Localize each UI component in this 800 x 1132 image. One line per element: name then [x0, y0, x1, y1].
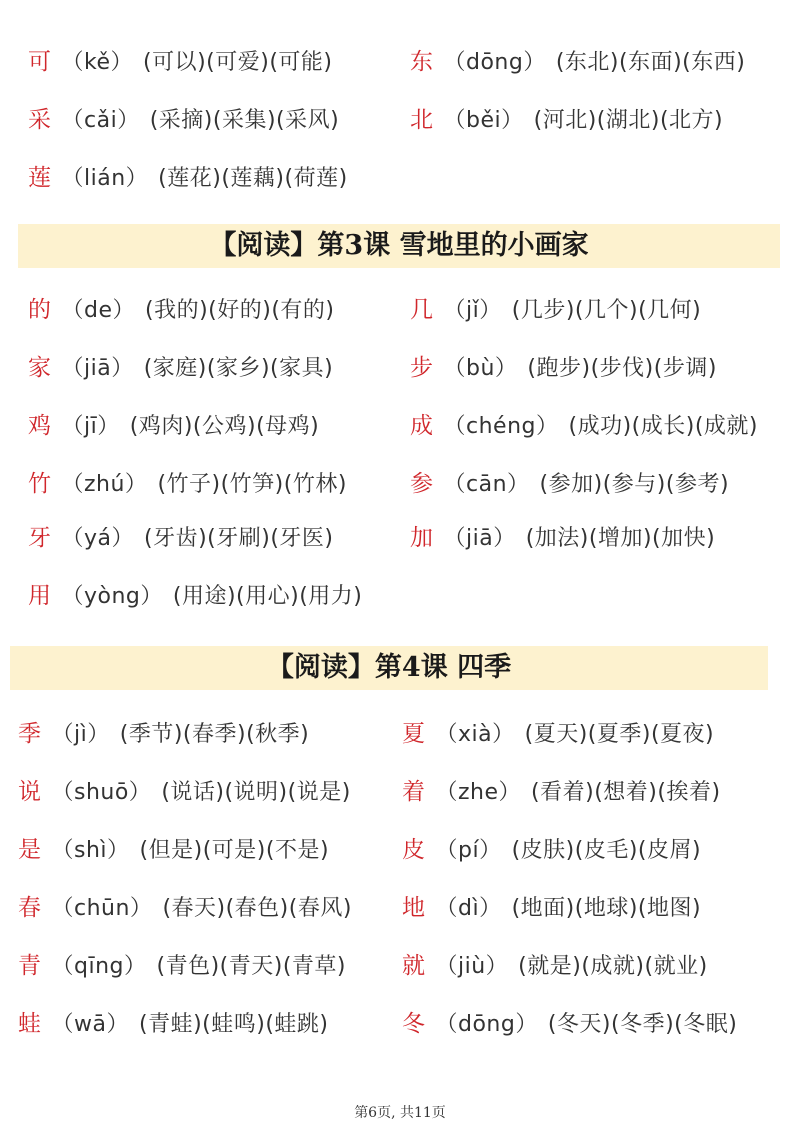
word-list: (季节)(春季)(秋季) — [119, 722, 310, 747]
entry-left — [18, 888, 352, 928]
character: 牙 — [28, 525, 52, 551]
character: 鸡 — [28, 413, 52, 439]
pinyin: （lián） — [61, 166, 149, 191]
character: 参 — [410, 471, 434, 497]
entry-left — [28, 464, 347, 504]
entry-right — [402, 830, 701, 870]
character: 冬 — [402, 1011, 426, 1037]
character: 皮 — [402, 837, 426, 863]
word-list: (东北)(东面)(东西) — [555, 50, 746, 75]
pinyin: （shì） — [51, 838, 130, 863]
pinyin: （jiā） — [61, 356, 134, 381]
character: 春 — [18, 895, 42, 921]
pinyin: （chūn） — [51, 896, 153, 921]
word-list: (但是)(可是)(不是) — [139, 838, 330, 863]
entry-right — [402, 772, 721, 812]
entry-right — [402, 714, 714, 754]
entry-right — [402, 1004, 737, 1044]
entry-left — [28, 158, 348, 198]
character: 地 — [402, 895, 426, 921]
pinyin: （kě） — [61, 50, 133, 75]
entry-left — [28, 406, 319, 446]
word-list: (成功)(成长)(成就) — [568, 414, 758, 439]
entry-left — [18, 772, 351, 812]
entry-right — [402, 946, 708, 986]
character: 东 — [410, 49, 434, 75]
word-list: (几步)(几个)(几何) — [511, 298, 702, 323]
character: 可 — [28, 49, 52, 75]
character: 采 — [28, 107, 52, 133]
word-list: (青色)(青天)(青草) — [156, 954, 346, 979]
word-list: (地面)(地球)(地图) — [511, 896, 702, 921]
lesson-3-heading: 【阅读】第3课 雪地里的小画家 — [18, 224, 780, 268]
character: 蛙 — [18, 1011, 42, 1037]
character: 几 — [410, 297, 434, 323]
word-list: (夏天)(夏季)(夏夜) — [524, 722, 715, 747]
word-list: (就是)(成就)(就业) — [518, 954, 708, 979]
word-list: (春天)(春色)(春风) — [162, 896, 352, 921]
word-list: (河北)(湖北)(北方) — [533, 108, 724, 133]
pinyin: （jiā） — [443, 526, 516, 551]
page-number: 第6页, 共11页 — [354, 1105, 446, 1121]
pinyin: （jì） — [51, 722, 110, 747]
entry-left — [18, 1004, 328, 1044]
entry-left — [28, 348, 333, 388]
entry-right — [410, 42, 745, 82]
word-list: (跑步)(步伐)(步调) — [527, 356, 717, 381]
character: 说 — [18, 779, 42, 805]
character: 夏 — [402, 721, 426, 747]
word-list: (加法)(增加)(加快) — [525, 526, 716, 551]
pinyin: （shuō） — [51, 780, 152, 805]
pinyin: （xià） — [435, 722, 515, 747]
word-list: (青蛙)(蛙鸣)(蛙跳) — [138, 1012, 329, 1037]
pinyin: （dì） — [435, 896, 502, 921]
character: 步 — [410, 355, 434, 381]
entry-left — [18, 714, 309, 754]
character: 竹 — [28, 471, 52, 497]
entry-right — [410, 464, 729, 504]
word-list: (采摘)(采集)(采风) — [149, 108, 340, 133]
word-list: (莲花)(莲藕)(荷莲) — [158, 166, 348, 191]
entry-right — [410, 518, 715, 558]
character: 着 — [402, 779, 426, 805]
character: 青 — [18, 953, 42, 979]
pinyin: （dōng） — [435, 1012, 538, 1037]
pinyin: （cān） — [443, 472, 530, 497]
pinyin: （bù） — [443, 356, 518, 381]
entry-left — [28, 290, 335, 330]
lesson-4-heading: 【阅读】第4课 四季 — [10, 646, 768, 690]
word-list: (冬天)(冬季)(冬眠) — [547, 1012, 738, 1037]
pinyin: （zhe） — [435, 780, 522, 805]
character: 季 — [18, 721, 42, 747]
word-list: (参加)(参与)(参考) — [539, 472, 730, 497]
word-list: (我的)(好的)(有的) — [145, 298, 335, 323]
word-list: (家庭)(家乡)(家具) — [143, 356, 334, 381]
entry-left — [28, 518, 334, 558]
entry-right — [410, 100, 723, 140]
pinyin: （cǎi） — [61, 108, 140, 133]
entry-right — [410, 290, 701, 330]
character: 加 — [410, 525, 434, 551]
character: 就 — [402, 953, 426, 979]
word-list: (可以)(可爱)(可能) — [143, 50, 333, 75]
word-list: (说话)(说明)(说是) — [161, 780, 351, 805]
word-list: (鸡肉)(公鸡)(母鸡) — [129, 414, 320, 439]
pinyin: （chéng） — [443, 414, 559, 439]
entry-left — [28, 100, 339, 140]
word-list: (看着)(想着)(挨着) — [531, 780, 721, 805]
word-list: (竹子)(竹笋)(竹林) — [157, 472, 347, 497]
pinyin: （jǐ） — [443, 298, 502, 323]
pinyin: （jiù） — [435, 954, 509, 979]
character: 莲 — [28, 165, 52, 191]
word-list: (皮肤)(皮毛)(皮屑) — [511, 838, 702, 863]
character: 家 — [28, 355, 52, 381]
entry-right — [402, 888, 701, 928]
entry-left — [28, 576, 362, 616]
pinyin: （yòng） — [61, 584, 163, 609]
character: 是 — [18, 837, 42, 863]
word-list: (用途)(用心)(用力) — [172, 584, 363, 609]
pinyin: （wā） — [51, 1012, 129, 1037]
character: 的 — [28, 297, 52, 323]
pinyin: （jī） — [61, 414, 120, 439]
pinyin: （de） — [61, 298, 136, 323]
entry-left — [28, 42, 333, 82]
word-list: (牙齿)(牙刷)(牙医) — [144, 526, 334, 551]
pinyin: （zhú） — [61, 472, 148, 497]
pinyin: （dōng） — [443, 50, 546, 75]
pinyin: （běi） — [443, 108, 524, 133]
character: 用 — [28, 583, 52, 609]
character: 成 — [410, 413, 434, 439]
entry-left — [18, 946, 346, 986]
pinyin: （pí） — [435, 838, 502, 863]
entry-right — [410, 348, 717, 388]
entry-left — [18, 830, 329, 870]
entry-right — [410, 406, 758, 446]
pinyin: （yá） — [61, 526, 135, 551]
character: 北 — [410, 107, 434, 133]
pinyin: （qīng） — [51, 954, 147, 979]
